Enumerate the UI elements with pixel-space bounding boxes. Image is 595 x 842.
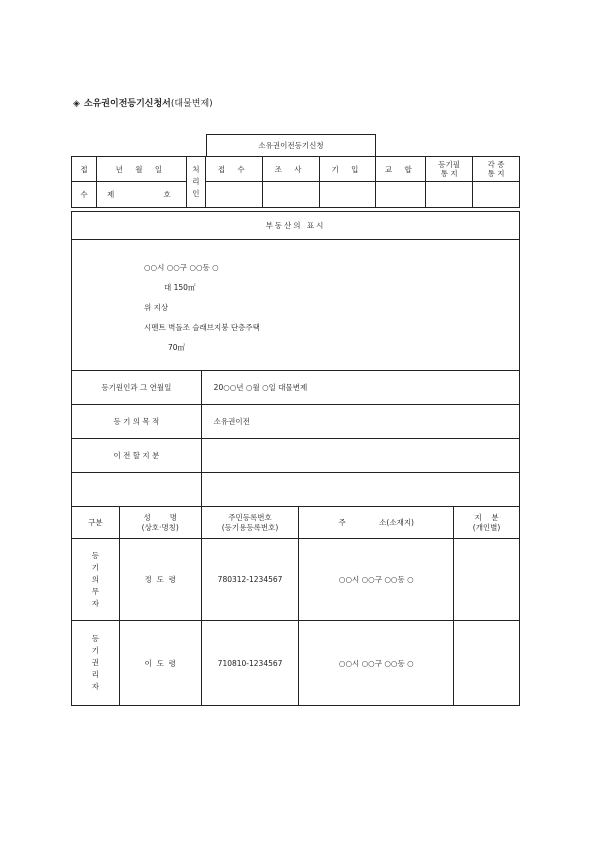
obligee-regno[interactable]: 710810-1234567 [201, 621, 299, 706]
reception-value-cell[interactable] [205, 182, 262, 208]
cause-date-value[interactable]: 20○○년 ○월 ○일 대물변제 [201, 371, 519, 405]
reception-number-cell: 제 호 [96, 182, 186, 208]
document-title [73, 96, 213, 109]
investigation-value-cell[interactable] [262, 182, 319, 208]
title-sub: (대물변제) [170, 99, 213, 109]
obligor-address[interactable]: ○○시 ○○구 ○○동 ○ [299, 539, 454, 621]
obligor-name[interactable]: 정 도 령 [119, 539, 201, 621]
name-header: 성 명 (상호·명칭) [119, 507, 201, 539]
entry-header: 기 입 [319, 157, 376, 182]
entry-value-cell[interactable] [319, 182, 376, 208]
property-line-1: ○○시 ○○구 ○○동 ○ [144, 263, 219, 272]
reception-su-cell: 수 [72, 182, 97, 208]
blank-value-cell[interactable] [201, 473, 519, 507]
registration-notice-header: 등기필 통 지 [426, 157, 473, 182]
main-table [71, 211, 520, 706]
various-notice-header: 각 종 통 지 [473, 157, 520, 182]
share-value[interactable] [201, 439, 519, 473]
application-header: 소유권이전등기신청 [206, 134, 376, 156]
cause-date-label: 등기원인과 그 연월일 [72, 371, 202, 405]
property-line-2: 대 150㎡ [164, 283, 196, 292]
obligee-share[interactable] [454, 621, 520, 706]
verification-header: 교 합 [376, 157, 426, 182]
obligor-role-cell: 등 기 의 무 자 [72, 539, 120, 621]
purpose-label: 등 기 의 목 적 [72, 405, 202, 439]
property-line-4: 시멘트 벽돌조 슬래브지붕 단층주택 [144, 323, 260, 332]
verification-value-cell[interactable] [376, 182, 426, 208]
obligee-address[interactable]: ○○시 ○○구 ○○동 ○ [299, 621, 454, 706]
regno-header: 주민등록번호 (등기용등록번호) [201, 507, 299, 539]
registration-notice-value-cell[interactable] [426, 182, 473, 208]
reception-jeop-cell: 접 [72, 157, 97, 182]
obligee-name[interactable]: 이 도 령 [119, 621, 201, 706]
share-header: 지 분 (개인별) [454, 507, 520, 539]
gubun-header: 구분 [72, 507, 120, 539]
blank-label-cell [72, 473, 202, 507]
address-header: 주 소(소재지) [299, 507, 454, 539]
obligor-regno[interactable]: 780312-1234567 [201, 539, 299, 621]
obligee-role-cell: 등 기 권 리 자 [72, 621, 120, 706]
property-description [72, 240, 520, 371]
property-line-3: 위 지상 [144, 303, 169, 312]
title-main: 소유권이전등기신청서 [83, 99, 171, 109]
various-notice-value-cell[interactable] [473, 182, 520, 208]
reception-table [71, 156, 520, 208]
obligor-share[interactable] [454, 539, 520, 621]
share-label: 이 전 할 지 분 [72, 439, 202, 473]
property-line-5: 70㎡ [168, 343, 186, 352]
property-header: 부동산의 표시 [72, 212, 520, 240]
processor-cell: 처 리 인 [186, 157, 205, 208]
reception-header: 접 수 [205, 157, 262, 182]
purpose-value[interactable]: 소유권이전 [201, 405, 519, 439]
diamond-bullet-icon: ◈ [73, 99, 80, 109]
investigation-header: 조 사 [262, 157, 319, 182]
date-header-cell: 년 월 일 [96, 157, 186, 182]
